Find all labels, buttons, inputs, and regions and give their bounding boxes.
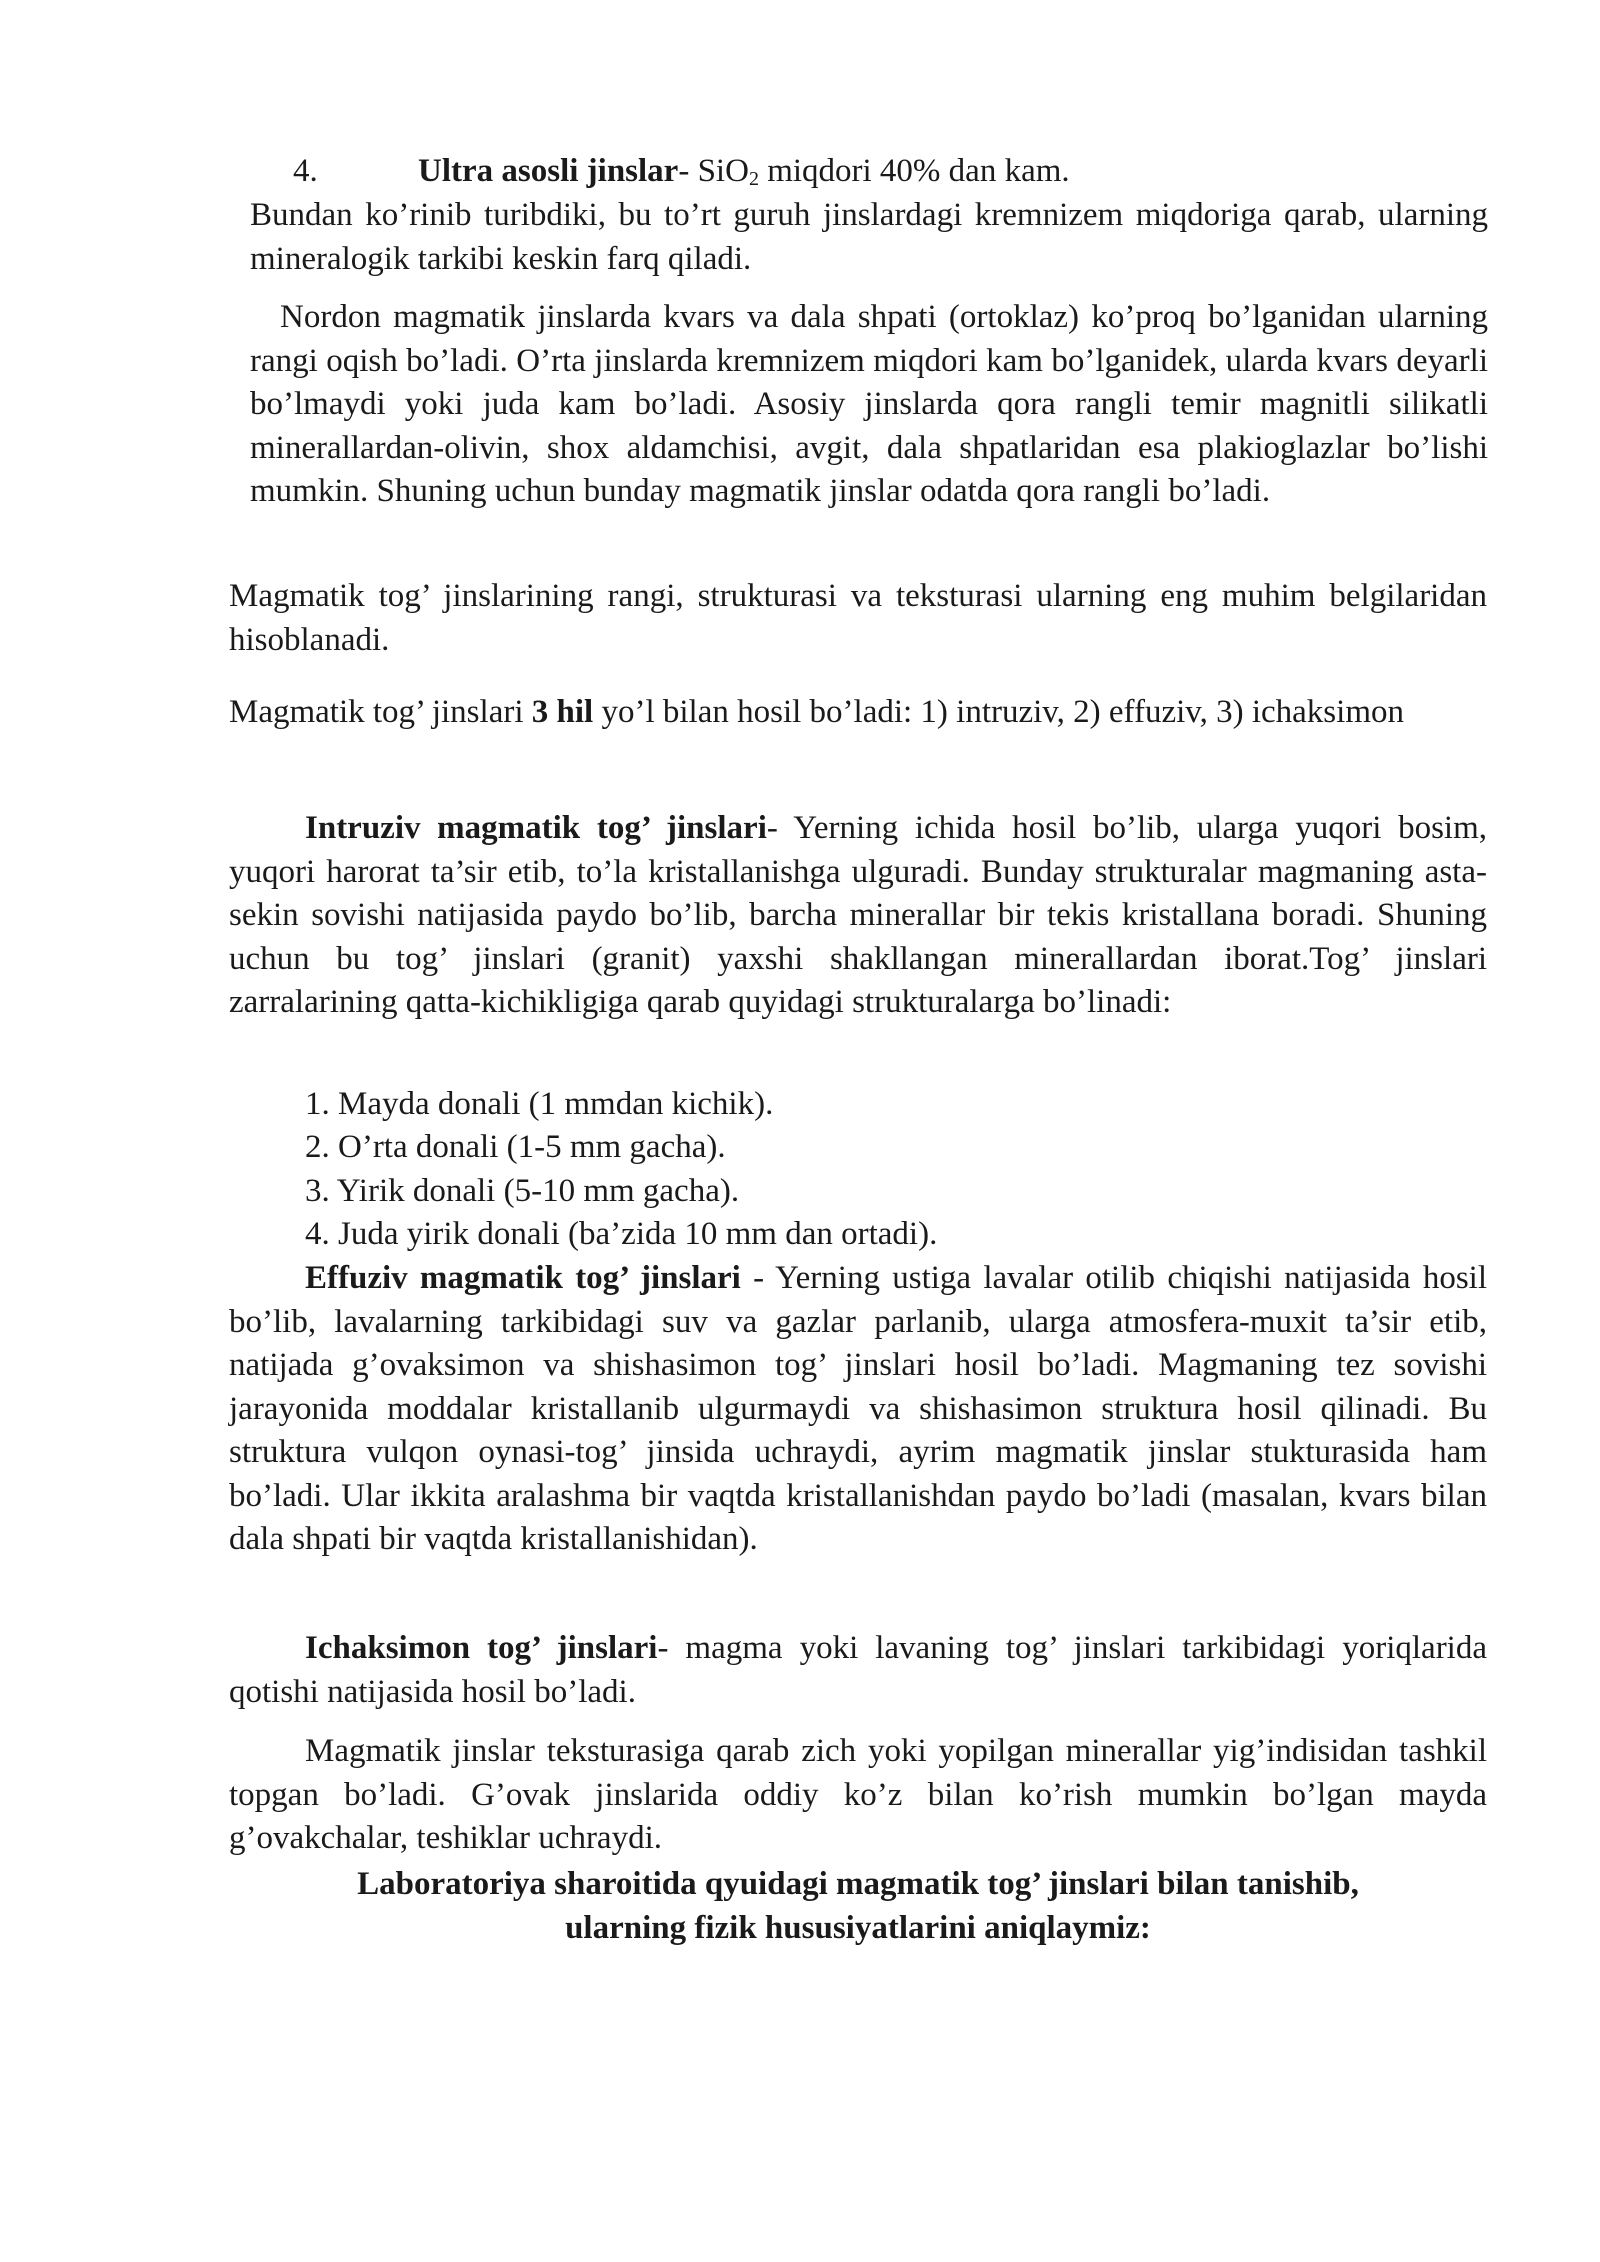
ichaksimon-text: - magma yoki lavaning tog’ jinslari tarkibidagi yoriqlarida qotishi natijasida hosil bo’ladi. [229, 1630, 1488, 1710]
ultra-asosli-line [418, 150, 1070, 194]
effuziv-text: - Yerning ustiga lavalar otilib chiqishi natijasida hosil bo’lib, lavalarning tarkibidagi suv va gazlar parlanib, ularga atmosfera-muxit ta’sir etib, natijada g’ovaksimon va shishasimon tog’ jinslari hosil bo’ladi. Magmaning tez sovishi jarayonida moddalar kristallanib ulgurmaydi va shishasimon struktura hosil qilinadi. Bu struktura vulqon oynasi-tog’ jinsida uchraydi, ayrim magmatik jinslar stukturasida ham bo’ladi. Ular ikkita aralashma bir vaqtda kristallanishdan paydo bo’ladi (masalan, kvars bilan dala shpati bir vaqtda kristallanishidan). [229, 1260, 1487, 1557]
intruziv-text: - Yerning ichida hosil bo’lib, ularga yuqori bosim, yuqori harorat ta’sir etib, to’la kristallanishga ulguradi. Bunday strukturalar magmaning asta-sekin sovishi natijasida paydo bo’lib, barcha minerallar bir tekis kristallana boradi. Shuning uchun bu tog’ jinslari (granit) yaxshi shakllangan minerallardan iborat.Tog’ jinslari zarralarining qatta-kichikligiga qarab quyidagi strukturalarga bo’linadi: [229, 810, 1487, 1020]
formation-ways-before: Magmatik tog’ jinslari [229, 694, 532, 730]
effuziv-paragraph [229, 1257, 1487, 1562]
laboratory-heading [229, 1863, 1487, 1950]
formation-ways-paragraph [229, 691, 1487, 735]
ultra-asosli-dash: - [678, 153, 698, 189]
nordon-paragraph: Nordon magmatik jinslarda kvars va dala shpati (ortoklaz) ko’proq bo’lganidan ularning rangi oqish bo’ladi. O’rta jinslarda kremnizem miqdori kam bo’lganidek, ularda kvars deyarli bo’lmaydi yoki juda kam bo’ladi. Asosiy jinslarda qora rangli temir magnitli silikatli minerallardan-olivin, shox aldamchisi, avgit, dala shpatlaridan esa plakioglazlar bo’lishi mumkin. Shuning uchun bunday magmatik jinslar odatda qora rangli bo’ladi. [250, 299, 1488, 509]
ultra-asosli-text: miqdori 40% dan kam. [758, 153, 1070, 189]
structure-list-item: 2. O’rta donali (1-5 mm gacha). [305, 1129, 726, 1165]
laboratory-heading-line: ularning fizik hususiyatlarini aniqlaymiz: [565, 1909, 1151, 1946]
intruziv-term: Intruziv magmatik tog’ jinslari [305, 810, 767, 846]
tekstura-paragraph: Magmatik jinslar teksturasiga qarab zich yoki yopilgan minerallar yig’indisidan tashkil topgan bo’ladi. G’ovak jinslarida oddiy ko’z bilan ko’rish mumkin bo’lgan mayda g’ovakchalar, teshiklar uchraydi. [229, 1733, 1487, 1856]
formation-ways-after: yo’l bilan hosil bo’ladi: 1) intruziv, 2) effuziv, 3) ichaksimon [593, 694, 1404, 730]
laboratory-heading-line: Laboratoriya sharoitida qyuidagi magmatik tog’ jinslari bilan tanishib, [357, 1866, 1359, 1902]
intruziv-paragraph [229, 807, 1487, 1025]
silica-formula-subscript: 2 [748, 168, 759, 190]
ichaksimon-term: Ichaksimon tog’ jinslari [305, 1630, 658, 1666]
ultra-asosli-term: Ultra asosli jinslar [418, 153, 679, 189]
structure-list-item: 4. Juda yirik donali (ba’zida 10 mm dan ortadi). [305, 1216, 938, 1252]
formation-ways-count: 3 hil [531, 694, 594, 730]
effuziv-term: Effuziv magmatik tog’ jinslari [305, 1260, 741, 1296]
structure-list-item: 3. Yirik donali (5-10 mm gacha). [305, 1173, 740, 1209]
structure-list-item: 1. Mayda donali (1 mmdan kichik). [305, 1086, 774, 1122]
summary-paragraph: Bundan ko’rinib turibdiki, bu to’rt guruh jinslardagi kremnizem miqdoriga qarab, ularning mineralogik tarkibi keskin farq qiladi. [250, 197, 1488, 277]
colour-structure-paragraph: Magmatik tog’ jinslarining rangi, strukturasi va teksturasi ularning eng muhim belgilaridan hisoblanadi. [229, 578, 1487, 658]
silica-formula: SiO [697, 153, 749, 189]
list-number: 4. [293, 153, 318, 189]
ichaksimon-paragraph [229, 1627, 1487, 1714]
